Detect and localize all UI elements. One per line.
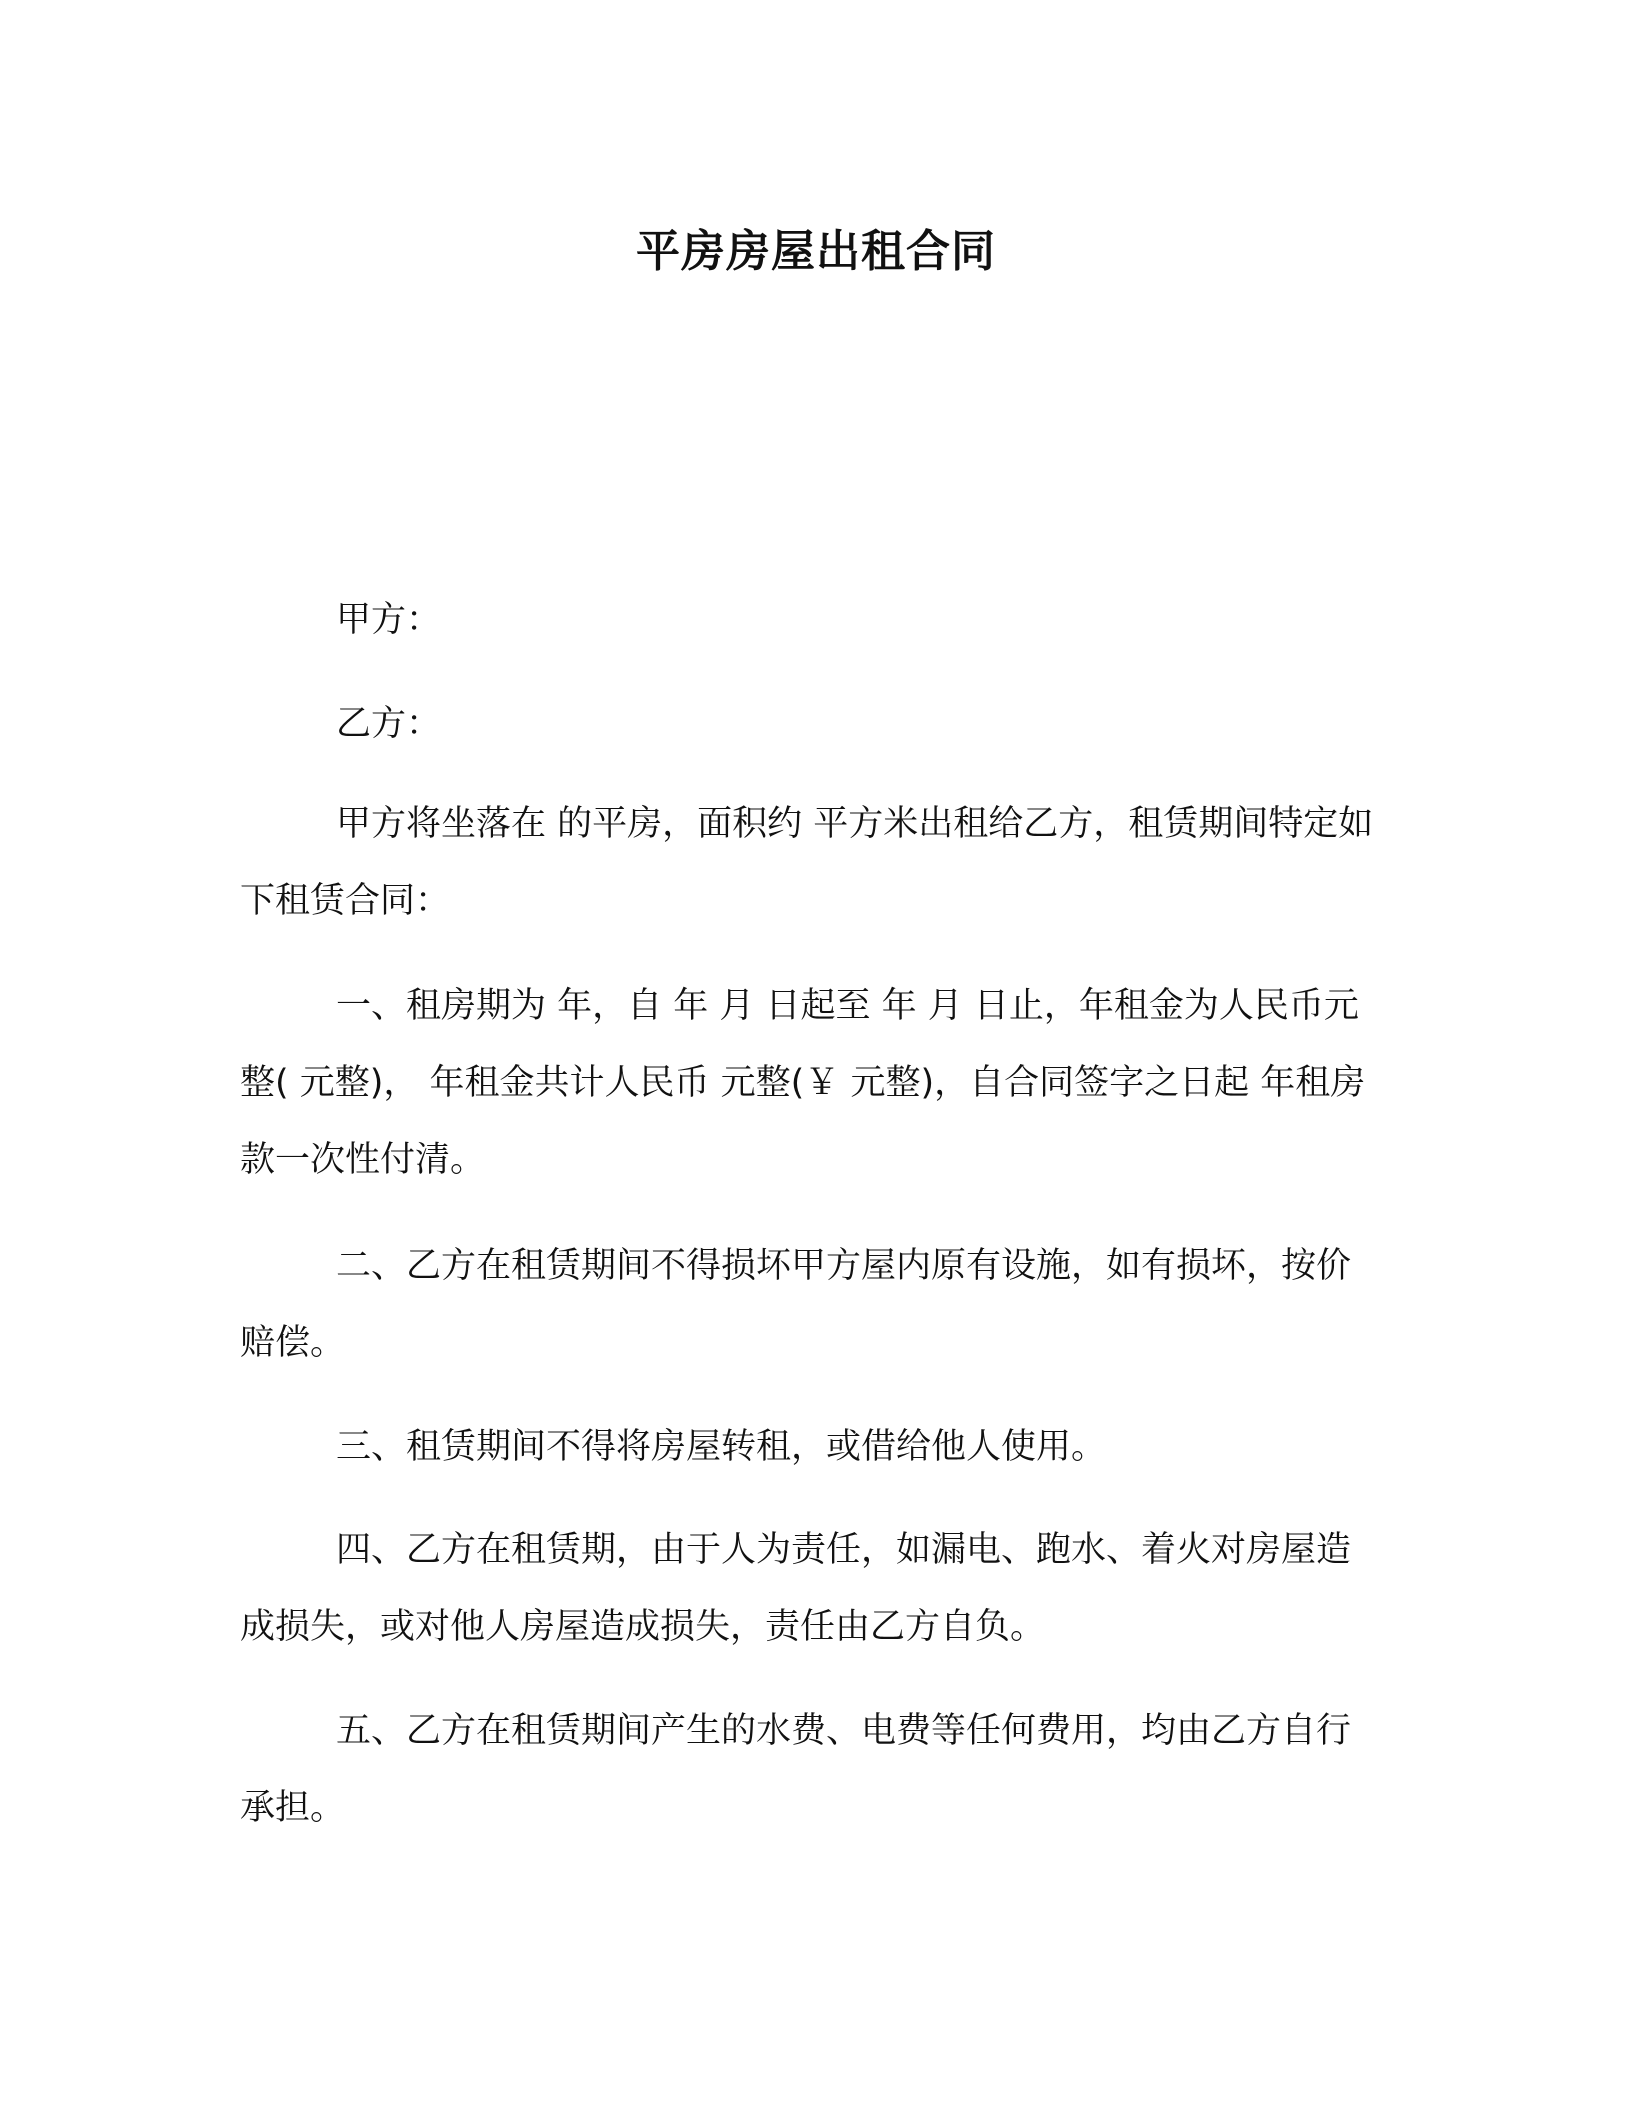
clause-4: 四、乙方在租赁期，由于人为责任，如漏电、跑水、着火对房屋造成损失，或对他人房屋造成损失，责任由乙方自负。 bbox=[240, 1530, 1352, 1647]
clause-5: 五、乙方在租赁期间产生的水费、电费等任何费用，均由乙方自行承担。 bbox=[240, 1711, 1352, 1828]
clause-1: 一、租房期为 年，自 年 月 日起至 年 月 日止，年租金为人民币元整( 元整)， 年租金共计人民币 元整(￥ 元整)，自合同签字之日起 年租房款一次性付清。 bbox=[240, 986, 1366, 1180]
document-title: 平房房屋出租合同 bbox=[636, 226, 996, 277]
clause-2: 二、乙方在租赁期间不得损坏甲方屋内原有设施，如有损坏，按价赔偿。 bbox=[240, 1246, 1352, 1363]
party-b-label: 乙方： bbox=[336, 704, 442, 744]
clause-3: 三、租赁期间不得将房屋转租，或借给他人使用。 bbox=[336, 1427, 1107, 1467]
intro-paragraph: 甲方将坐落在 的平房，面积约 平方米出租给乙方，租赁期间特定如下租赁合同： bbox=[240, 804, 1374, 921]
party-a-label: 甲方： bbox=[336, 600, 442, 640]
